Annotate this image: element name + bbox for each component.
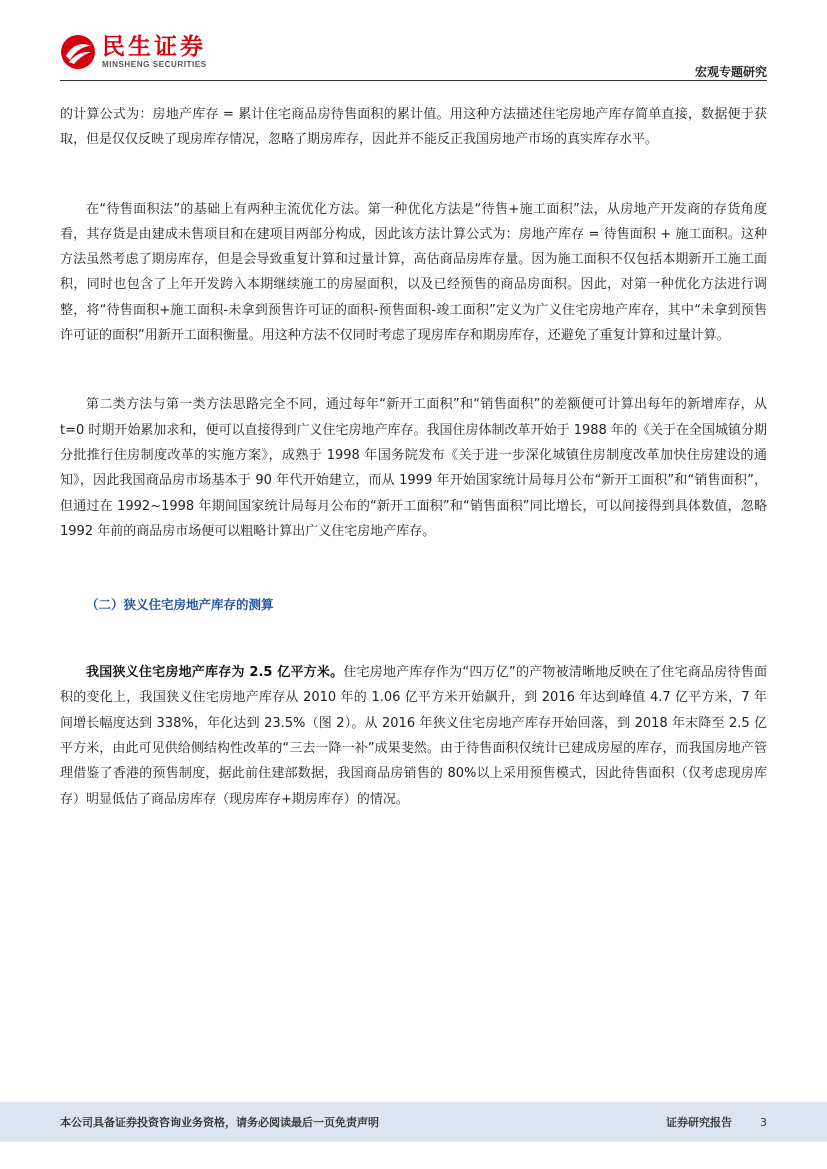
paragraph-1: 的计算公式为：房地产库存 = 累计住宅商品房待售面积的累计值。用这种方法描述住宅房地产库存简单直接，数据便于获取，但是仅仅反映了现房库存情况，忽略了期房库存，因此并不能反正我国房地产市场的真实库存水平。 xyxy=(60,107,767,148)
company-logo xyxy=(60,28,207,76)
main-content xyxy=(60,100,767,812)
paragraph-4 xyxy=(60,660,767,812)
footer-right xyxy=(666,1114,767,1130)
paragraph-2: 在“待售面积法”的基础上有两种主流优化方法。第一种优化方法是“待售+施工面积”法，从房地产开发商的存货角度看，其存货是由建成未售项目和在建项目两部分构成，因此该方法计算公式为：房地产库存 = 待售面积 + 施工面积。这种方法虽然考虑了期房库存，但是会导致重复计算和过量计算，高估商品房库存量。因为施工面积不仅包括本期新开工施工面积，同时也包含了上年开发跨入本期继续施工的房屋面积，以及已经预售的商品房面积。因此，对第一种优化方法进行调整，将“待售面积+施工面积-未拿到预售许可证的面积-预售面积-竣工面积”定义为广义住宅房地产库存，其中“未拿到预售许可证的面积”用新开工面积衡量。用这种方法不仅同时考虑了现房库存和期房库存，还避免了重复计算和过量计算。 xyxy=(60,201,767,344)
page-footer xyxy=(0,1102,827,1142)
minsheng-logo-icon xyxy=(60,34,96,70)
section-heading: （二）狭义住宅房地产库存的测算 xyxy=(86,597,274,613)
logo-en-text: MINSHENG SECURITIES xyxy=(102,60,207,69)
paragraph-4-lead: 我国狭义住宅房地产库存为 2.5 亿平方米。 xyxy=(86,665,344,681)
footer-disclaimer: 本公司具备证券投资咨询业务资格，请务必阅读最后一页免责声明 xyxy=(60,1116,379,1129)
report-type-label: 宏观专题研究 xyxy=(694,65,767,79)
header-divider xyxy=(60,80,767,81)
page-number: 3 xyxy=(760,1116,767,1129)
page-header xyxy=(0,0,827,82)
logo-cn-text: 民生证券 xyxy=(102,34,206,60)
footer-report-label: 证券研究报告 xyxy=(666,1116,732,1129)
paragraph-4-body: 住宅房地产库存作为“四万亿”的产物被清晰地反映在了住宅商品房待售面积的变化上，我国狭义住宅房地产库存从 2010 年的 1.06 亿平方米开始飙升，到 2016 年达到峰值 4.7 亿平方米，7 年间增长幅度达到 338%，年化达到 23.5%（图 2）。从 2016 年狭义住宅房地产库存开始回落，到 2018 年末降至 2.5 亿平方米，由此可见供给侧结构性改革的“三去一降一补”成果斐然。由于待售面积仅统计已建成房屋的库存，而我国房地产管理借鉴了香港的预售制度，据此前住建部数据，我国商品房销售的 80%以上采用预售模式，因此待售面积（仅考虑现房库存）明显低估了商品房库存（现房库存+期房库存）的情况。 xyxy=(60,665,767,807)
paragraph-3: 第二类方法与第一类方法思路完全不同，通过每年“新开工面积”和“销售面积”的差额便可计算出每年的新增库存，从 t=0 时期开始累加求和，便可以直接得到广义住宅房地产库存。我国住房体制改革开始于 1988 年的《关于在全国城镇分期分批推行住房制度改革的实施方案》，成熟于 1998 年国务院发布《关于进一步深化城镇住房制度改革加快住房建设的通知》，因此我国商品房市场基本于 90 年代开始建立，而从 1999 年开始国家统计局每月公布“新开工面积”和“销售面积”，但通过在 1992~1998 年期间国家统计局每月公布的“新开工面积”和“销售面积”同比增长，可以间接得到具体数值，忽略 1992 年前的商品房市场便可以粗略计算出广义住宅房地产库存。 xyxy=(60,397,767,539)
